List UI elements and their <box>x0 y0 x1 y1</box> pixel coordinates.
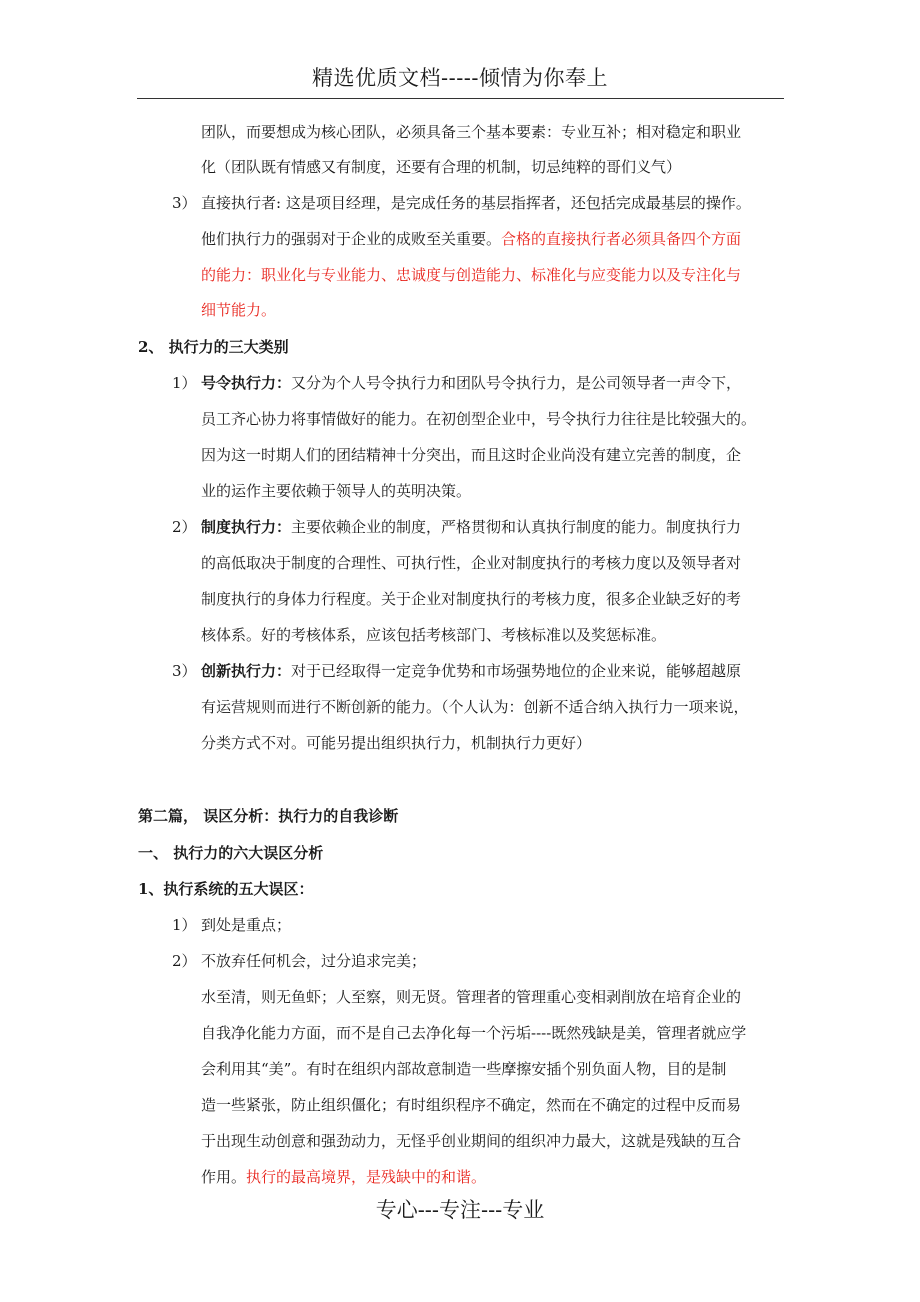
paragraph-line: 造一些紧张，防止组织僵化；有时组织程序不确定，然而在不确定的过程中反而易 <box>201 1096 742 1114</box>
paragraph-line <box>201 1167 486 1187</box>
header-divider <box>137 98 784 99</box>
list-item: 到处是重点； <box>201 916 292 934</box>
term-label: 创新执行力： <box>201 662 292 680</box>
paragraph-line: 自我净化能力方面，而不是自己去净化每一个污垢----既然残缺是美，管理者就应学 <box>201 1024 747 1042</box>
term-label: 制度执行力： <box>201 518 292 536</box>
paragraph-line: 有运营规则而进行不断创新的能力。（个人认为：创新不适合纳入执行力一项来说， <box>201 698 749 716</box>
paragraph-line: 的高低取决于制度的合理性、可执行性，企业对制度执行的考核力度以及领导者对 <box>201 554 742 572</box>
paragraph-line: 团队，而要想成为核心团队，必须具备三个基本要素：专业互补；相对稳定和职业 <box>201 123 742 141</box>
paragraph-line: 业的运作主要依赖于领导人的英明决策。 <box>201 482 472 500</box>
section-heading: 2、 执行力的三大类别 <box>138 338 289 356</box>
list-number: 3） <box>172 194 197 212</box>
subsection-heading: 1、执行系统的五大误区： <box>138 880 314 898</box>
paragraph-line <box>201 229 741 249</box>
paragraph-line: 员工齐心协力将事情做好的能力。在初创型企业中，号令执行力往往是比较强大的。 <box>201 410 757 428</box>
part-heading: 第二篇， 误区分析：执行力的自我诊断 <box>138 807 399 825</box>
text-span: 又分为个人号令执行力和团队号令执行力，是公司领导者一声令下， <box>291 374 742 392</box>
list-item: 不放弃任何机会，过分追求完美； <box>201 952 427 970</box>
paragraph-line: 核体系。好的考核体系，应该包括考核部门、考核标准以及奖惩标准。 <box>201 626 667 644</box>
paragraph-line <box>201 517 741 537</box>
paragraph-line: 会利用其“美”。有时在组织内部故意制造一些摩擦安插个别负面人物，目的是制 <box>201 1060 727 1078</box>
page-footer: 专心---专注---专业 <box>375 1198 545 1222</box>
paragraph-line: 直接执行者: 这是项目经理，是完成任务的基层指挥者，还包括完成最基层的操作。 <box>201 194 751 212</box>
paragraph-line <box>201 661 741 681</box>
paragraph-line: 分类方式不对。可能另提出组织执行力，机制执行力更好） <box>201 734 592 752</box>
section-heading: 一、 执行力的六大误区分析 <box>138 844 324 862</box>
paragraph-line: 因为这一时期人们的团结精神十分突出，而且这时企业尚没有建立完善的制度，企 <box>201 446 742 464</box>
paragraph-line: 化（团队既有情感又有制度，还要有合理的机制，切忌纯粹的哥们义气） <box>201 158 682 176</box>
text-span: 对于已经取得一定竞争优势和市场强势地位的企业来说，能够超越原 <box>291 662 742 680</box>
list-number: 2） <box>172 952 197 970</box>
highlight-text: 执行的最高境界，是残缺中的和谐。 <box>246 1168 487 1186</box>
list-number: 2） <box>172 518 197 536</box>
text-span: 作用。 <box>201 1168 247 1186</box>
paragraph-line: 制度执行的身体力行程度。关于企业对制度执行的考核力度，很多企业缺乏好的考 <box>201 590 742 608</box>
page-header: 精选优质文档-----倾情为你奉上 <box>312 66 608 90</box>
paragraph-line: 水至清，则无鱼虾；人至察，则无贤。管理者的管理重心变相剥削放在培育企业的 <box>201 988 742 1006</box>
paragraph-line <box>201 373 741 393</box>
text-span: 主要依赖企业的制度，严格贯彻和认真执行制度的能力。制度执行力 <box>291 518 742 536</box>
list-number: 1） <box>172 374 197 392</box>
term-label: 号令执行力： <box>201 374 292 392</box>
highlight-text: 合格的直接执行者必须具备四个方面 <box>501 230 742 248</box>
list-number: 1） <box>172 916 197 934</box>
highlight-line: 细节能力。 <box>201 301 277 319</box>
text-span: 他们执行力的强弱对于企业的成败至关重要。 <box>201 230 502 248</box>
highlight-line: 的能力：职业化与专业能力、忠诚度与创造能力、标准化与应变能力以及专注化与 <box>201 266 742 284</box>
list-number: 3） <box>172 662 197 680</box>
paragraph-line: 于出现生动创意和强劲动力，无怪乎创业期间的组织冲力最大，这就是残缺的互合 <box>201 1132 742 1150</box>
